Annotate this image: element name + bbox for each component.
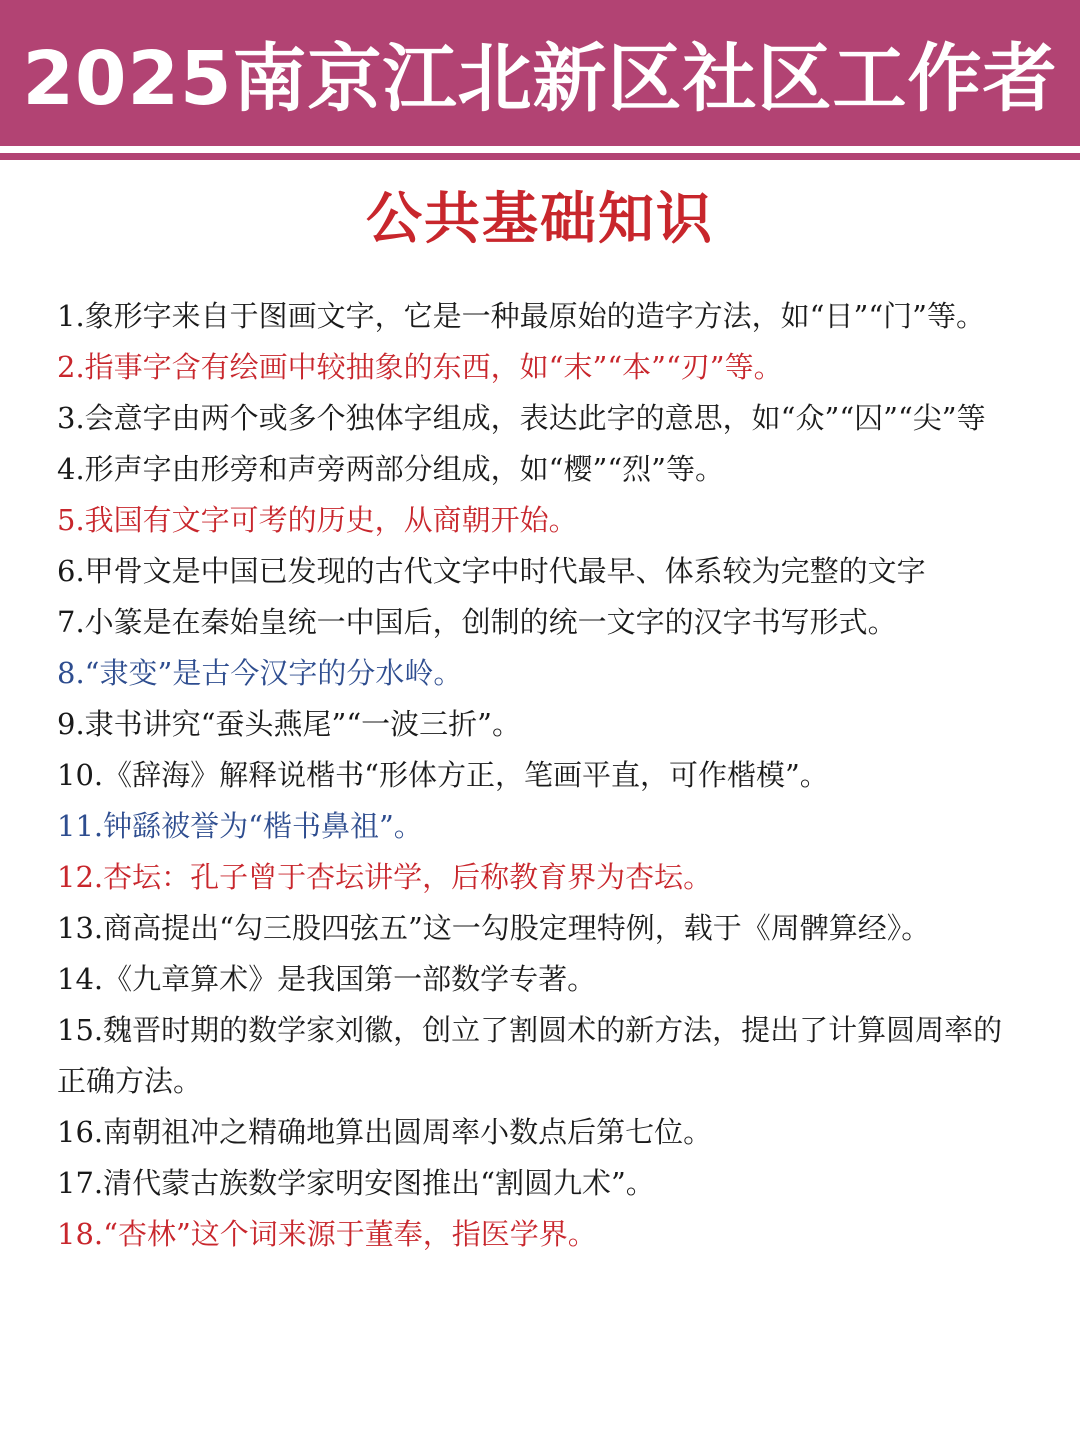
list-item: 8.“隶变”是古今汉字的分水岭。 <box>57 656 463 690</box>
list-item: 5.我国有文字可考的历史，从商朝开始。 <box>57 503 578 537</box>
list-item: 11.钟繇被誉为“楷书鼻祖”。 <box>57 809 423 843</box>
list-item: 17.清代蒙古族数学家明安图推出“割圆九术”。 <box>57 1166 655 1200</box>
list-item: 10.《辞海》解释说楷书“形体方正，笔画平直，可作楷模”。 <box>57 758 829 792</box>
list-item: 7.小篆是在秦始皇统一中国后，创制的统一文字的汉字书写形式。 <box>57 605 897 639</box>
list-item: 14.《九章算术》是我国第一部数学专著。 <box>57 962 597 996</box>
list-item: 18.“杏林”这个词来源于董奉，指医学界。 <box>57 1217 597 1251</box>
title-banner <box>0 0 1080 146</box>
list-item: 2.指事字含有绘画中较抽象的东西，如“末”“本”“刃”等。 <box>57 350 783 384</box>
list-item: 3.会意字由两个或多个独体字组成，表达此字的意思，如“众”“囚”“尖”等 <box>57 401 986 435</box>
list-item: 15.魏晋时期的数学家刘徽，创立了割圆术的新方法，提出了计算圆周率的正确方法。 <box>57 1013 1003 1098</box>
list-item: 9.隶书讲究“蚕头燕尾”“一波三折”。 <box>57 707 521 741</box>
list-item: 4.形声字由形旁和声旁两部分组成，如“樱”“烈”等。 <box>57 452 724 486</box>
list-item: 16.南朝祖冲之精确地算出圆周率小数点后第七位。 <box>57 1115 713 1149</box>
section-subtitle: 公共基础知识 <box>366 187 714 252</box>
banner-divider <box>0 153 1080 160</box>
list-item: 12.杏坛：孔子曾于杏坛讲学，后称教育界为杏坛。 <box>57 860 713 894</box>
knowledge-list <box>57 291 1017 1260</box>
list-item: 6.甲骨文是中国已发现的古代文字中时代最早、体系较为完整的文字 <box>57 554 926 588</box>
list-item: 1.象形字来自于图画文字，它是一种最原始的造字方法，如“日”“门”等。 <box>57 299 985 333</box>
page-title: 2025南京江北新区社区工作者 <box>22 36 1058 122</box>
list-item: 13.商高提出“勾三股四弦五”这一勾股定理特例，载于《周髀算经》。 <box>57 911 931 945</box>
